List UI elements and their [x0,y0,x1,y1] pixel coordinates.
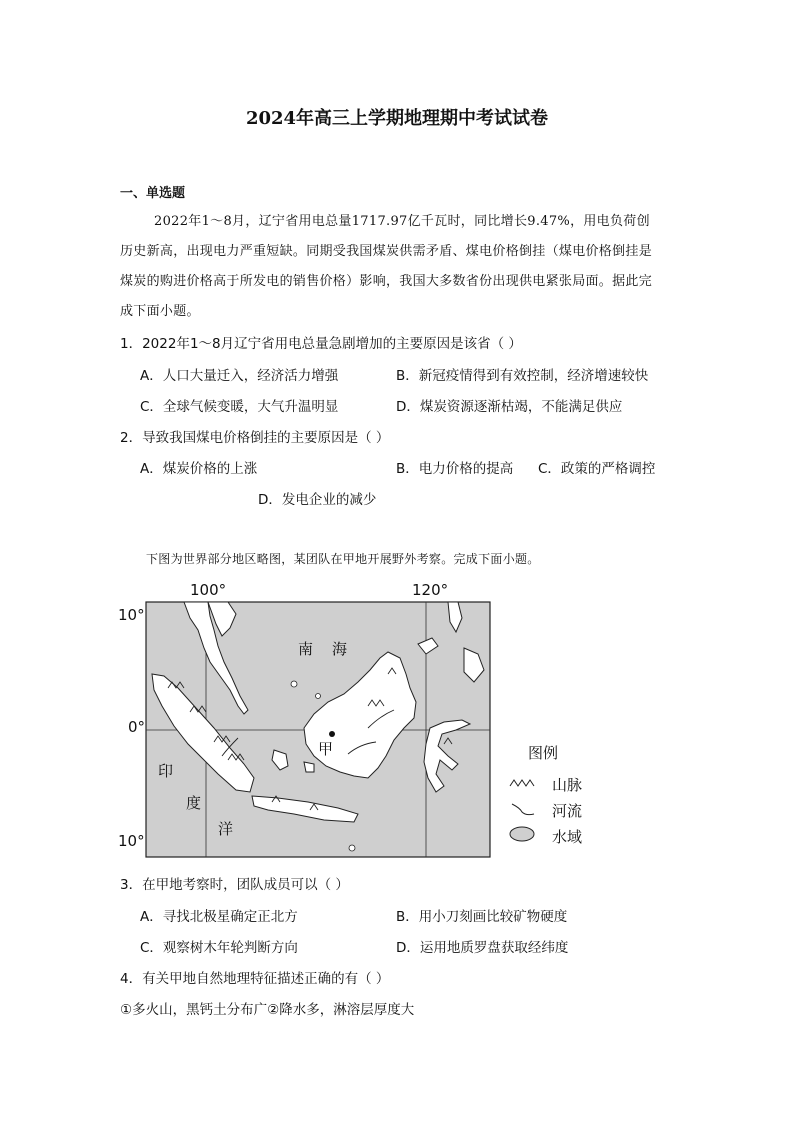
lon-label-100: 100° [190,581,227,599]
q1-option-a: A．人口大量迁入，经济活力增强 [140,368,339,384]
intro-line-3: 煤炭的购进价格高于所发电的销售价格）影响，我国大多数省份出现供电紧张局面。据此完 [120,274,653,289]
legend-river-label: 河流 [552,802,583,820]
intro-line-1: 2022年1～8月，辽宁省用电总量1717.97亿千瓦时，同比增长9.47%，用电负荷创 [154,214,650,229]
small-island [291,681,297,687]
q4-statements: ①多火山，黑钙土分布广②降水多，淋溶层厚度大 [120,1002,415,1018]
legend-river-symbol [512,804,534,815]
site-point [329,731,335,737]
ocean-label-char-3: 洋 [218,820,234,838]
site-label: 甲 [318,740,334,758]
q3-option-a: A．寻找北极星确定正北方 [140,909,298,925]
lat-label-10s: 10° [118,832,145,850]
q1-option-c: C．全球气候变暖，大气升温明显 [140,399,339,415]
map-intro: 下图为世界部分地区略图，某团队在甲地开展野外考察。完成下面小题。 [146,552,540,566]
lat-label-10n: 10° [118,606,145,624]
q2-option-a: A．煤炭价格的上涨 [140,461,258,477]
lon-label-120: 120° [412,581,449,599]
small-island [316,694,321,699]
belitung-island [304,762,314,772]
map-svg [118,578,598,863]
q2-stem: 2．导致我国煤电价格倒挂的主要原因是（ ） [120,430,390,446]
q3-option-b: B．用小刀刻画比较矿物硬度 [396,909,568,925]
q3-option-c: C．观察树木年轮判断方向 [140,940,298,956]
ocean-label-char-2: 度 [186,794,202,812]
small-island [349,845,355,851]
q4-stem: 4．有关甲地自然地理特征描述正确的有（ ） [120,971,390,987]
legend-mountain-symbol [510,780,534,786]
ocean-label-char-1: 印 [158,762,174,780]
q1-stem: 1．2022年1～8月辽宁省用电总量急剧增加的主要原因是该省（ ） [120,336,522,352]
section-heading: 一、单选题 [120,186,186,201]
map-figure [118,578,598,863]
intro-line-4: 成下面小题。 [120,304,200,319]
q3-stem: 3．在甲地考察时，团队成员可以（ ） [120,877,349,893]
intro-line-2: 历史新高，出现电力严重短缺。同期受我国煤炭供需矛盾、煤电价格倒挂（煤电价格倒挂是 [120,244,653,259]
legend-water-label: 水域 [552,828,583,846]
legend-water-symbol [510,827,534,841]
page-title: 2024年高三上学期地理期中考试试卷 [245,108,549,129]
q1-option-d: D．煤炭资源逐渐枯竭，不能满足供应 [396,399,623,415]
sea-label-char-2: 海 [332,640,348,658]
q2-option-d: D．发电企业的减少 [258,492,377,508]
lat-label-0: 0° [128,718,146,736]
q2-option-c: C．政策的严格调控 [538,461,656,477]
q1-option-b: B．新冠疫情得到有效控制，经济增速较快 [396,368,649,384]
sea-label-char-1: 南 [298,640,314,658]
q3-option-d: D．运用地质罗盘获取经纬度 [396,940,569,956]
legend-title: 图例 [528,744,559,762]
legend-mountain-label: 山脉 [552,776,583,794]
q2-option-b: B．电力价格的提高 [396,461,514,477]
